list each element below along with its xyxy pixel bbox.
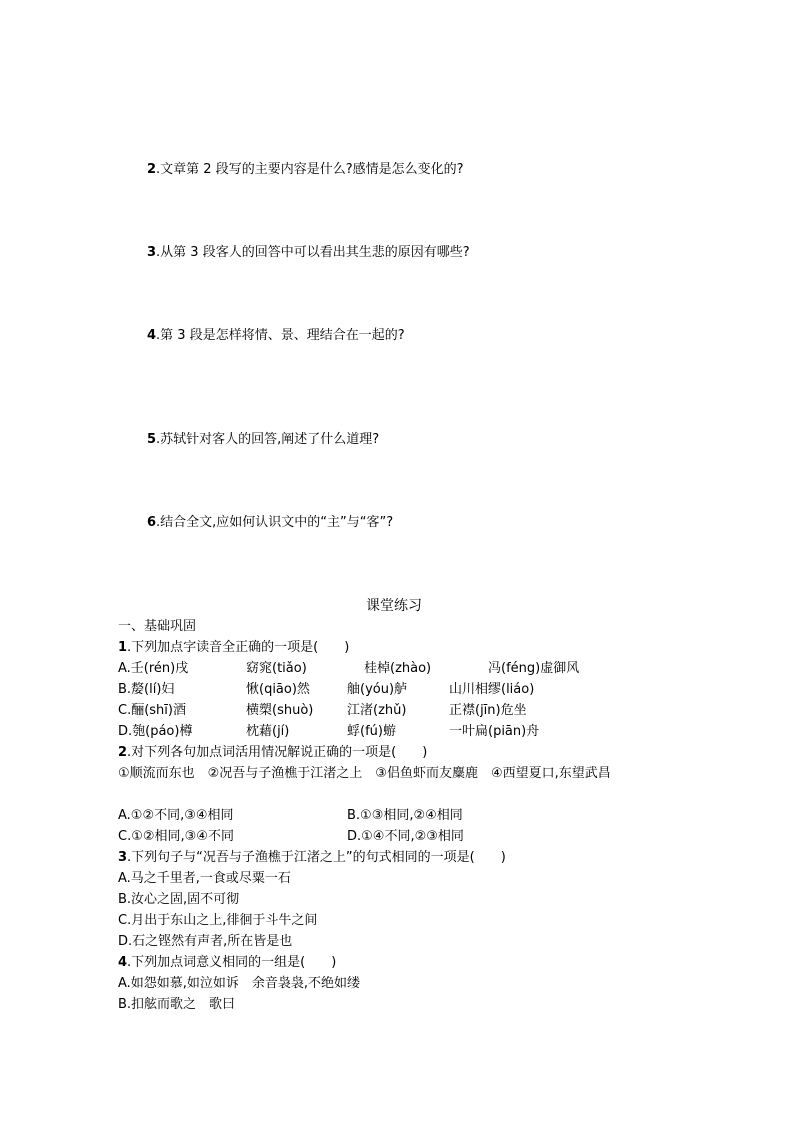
q1-cell: 正襟(jīn)危坐 <box>449 703 527 718</box>
question-4-stem <box>118 955 336 971</box>
question-3 <box>147 245 470 261</box>
question-1-stem <box>118 640 349 656</box>
q1-cell: 枕藉(jí) <box>246 724 290 739</box>
q2-option: D.①④不同,②③相同 <box>347 829 464 844</box>
q1-cell: 横槊(shuò) <box>246 703 314 718</box>
q2-option: C.①②相同,③④不同 <box>118 829 234 844</box>
question-2-stem <box>118 745 427 761</box>
question-6 <box>147 515 393 531</box>
q3-option-d: D.石之铿然有声者,所在皆是也 <box>118 934 293 949</box>
q3-option-c: C.月出于东山之上,徘徊于斗牛之间 <box>118 913 318 928</box>
q1-cell: B.嫠(lí)妇 <box>118 682 175 697</box>
q4-option-a: A.如怨如慕,如泣如诉 余音袅袅,不绝如缕 <box>118 976 361 991</box>
question-text: .结合全文,应如何认识文中的“主”与“客”? <box>156 515 394 530</box>
question-text: .下列加点字读音全正确的一项是( ) <box>127 640 350 655</box>
question-number: 4 <box>118 955 128 970</box>
q1-cell: 江渚(zhǔ) <box>347 703 407 718</box>
question-number: 5 <box>147 432 157 447</box>
question-number: 3 <box>118 850 128 865</box>
question-text: .对下列各句加点词活用情况解说正确的一项是( ) <box>127 745 428 760</box>
question-number: 1 <box>118 640 128 655</box>
question-number: 6 <box>147 515 157 530</box>
q2-option: B.①③相同,②④相同 <box>347 808 463 823</box>
question-text: .第 3 段是怎样将情、景、理结合在一起的? <box>156 328 405 343</box>
q1-cell: D.匏(páo)樽 <box>118 724 193 739</box>
question-number: 4 <box>147 328 157 343</box>
question-text: .下列加点词意义相同的一组是( ) <box>127 955 337 970</box>
question-2-items: ①顺流而东也 ②况吾与子渔樵于江渚之上 ③侣鱼虾而友麋鹿 ④西望夏口,东望武昌 <box>118 766 611 781</box>
q3-option-a: A.马之千里者,一食或尽粟一石 <box>118 871 291 886</box>
q1-cell: 蜉(fú)蝣 <box>347 724 396 739</box>
question-number: 3 <box>147 245 157 260</box>
q1-cell: 愀(qiāo)然 <box>246 682 310 697</box>
question-5 <box>147 432 379 448</box>
q1-cell: 桂棹(zhào) <box>364 661 432 676</box>
question-text: .下列句子与“况吾与子渔樵于江渚之上”的句式相同的一项是( ) <box>127 850 506 865</box>
q1-cell: C.酾(shī)酒 <box>118 703 186 718</box>
q1-cell: 舳(yóu)舻 <box>347 682 408 697</box>
q2-option: A.①②不同,③④相同 <box>118 808 234 823</box>
q1-cell: 窈窕(tiǎo) <box>246 661 307 676</box>
q3-option-b: B.汝心之固,固不可彻 <box>118 892 240 907</box>
section-title: 课堂练习 <box>366 598 422 614</box>
question-number: 2 <box>118 745 128 760</box>
question-3-stem <box>118 850 506 866</box>
question-2 <box>147 162 464 178</box>
question-text: .从第 3 段客人的回答中可以看出其生悲的原因有哪些? <box>156 245 470 260</box>
q4-option-b: B.扣舷而歌之 歌曰 <box>118 997 236 1012</box>
q1-cell: A.壬(rén)戌 <box>118 661 189 676</box>
part-heading: 一、基础巩固 <box>118 619 197 634</box>
q1-cell: 一叶扁(piān)舟 <box>449 724 540 739</box>
question-text: .苏轼针对客人的回答,阐述了什么道理? <box>156 432 380 447</box>
question-4 <box>147 328 405 344</box>
q1-cell: 冯(féng)虚御风 <box>488 661 580 676</box>
question-text: .文章第 2 段写的主要内容是什么?感情是怎么变化的? <box>156 162 464 177</box>
q1-cell: 山川相缪(liáo) <box>449 682 535 697</box>
question-number: 2 <box>147 162 157 177</box>
